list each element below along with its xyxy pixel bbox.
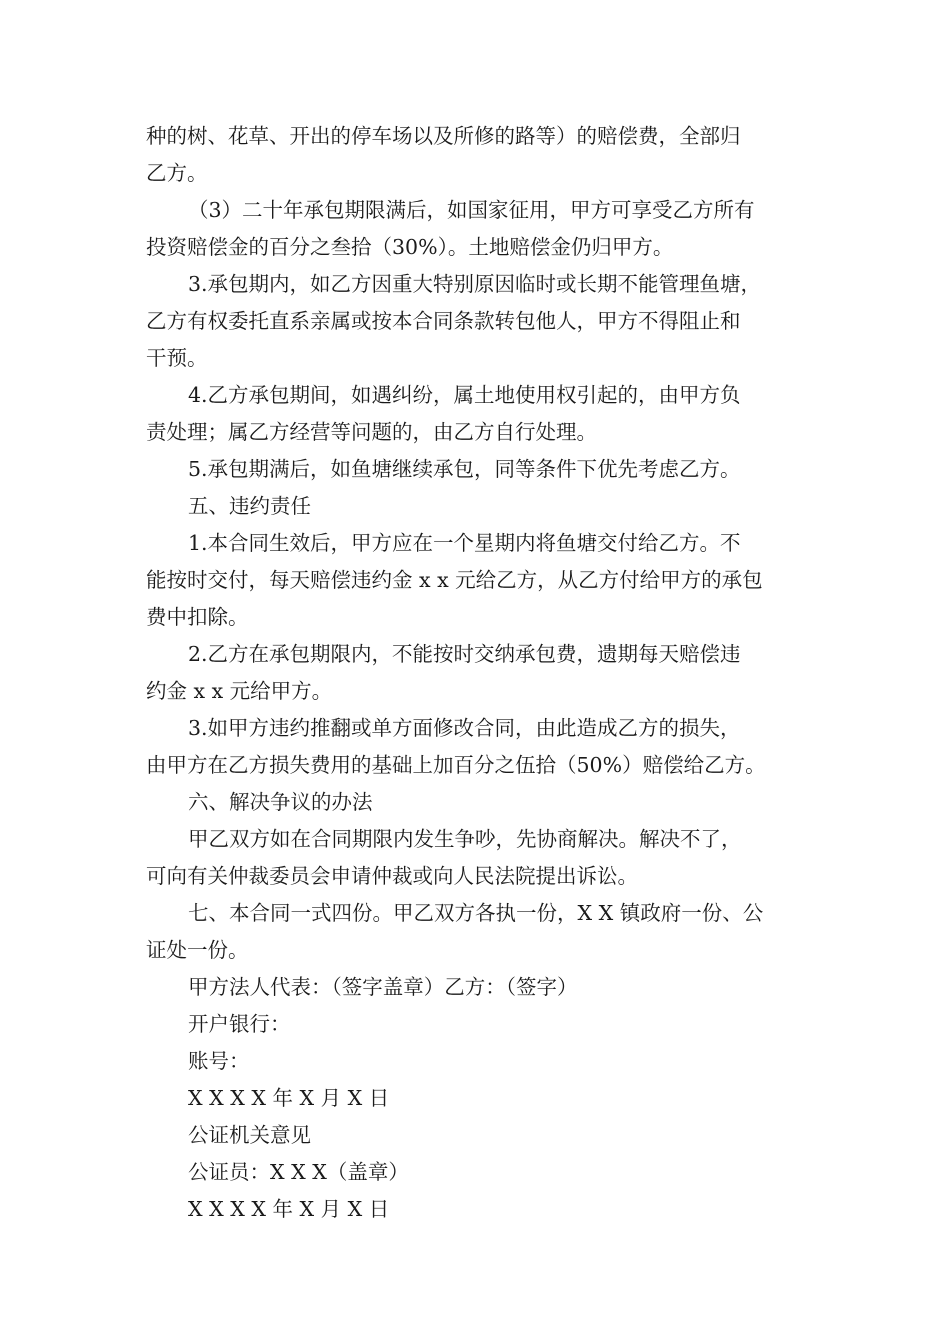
paragraph-breach-2 [146,636,814,710]
signature-line: 甲方法人代表：（签字盖章）乙方：（签字） [188,975,578,999]
paragraph-item-5-renewal [146,451,814,488]
text-line: 投资赔偿金的百分之叁拾（30%）。土地赔偿金仍归甲方。 [146,235,674,259]
text-line: 4.乙方承包期间，如遇纠纷，属土地使用权引起的，由甲方负 [188,383,741,407]
text-line: 责处理；属乙方经营等问题的，由乙方自行处理。 [146,420,597,444]
notary-line: 公证员：X X X（盖章） [188,1160,409,1184]
notary-opinion-line: 公证机关意见 [188,1123,311,1147]
section-heading: 六、解决争议的办法 [188,790,373,814]
text-line: 干预。 [146,346,208,370]
paragraph-breach-3 [146,710,814,784]
section-heading: 五、违约责任 [188,494,311,518]
signature-block [146,969,814,1228]
paragraph-compensation-fees [146,118,814,192]
date-line: X X X X 年 X 月 X 日 [188,1197,390,1221]
text-line: 2.乙方在承包期限内，不能按时交纳承包费，遗期每天赔偿违 [188,642,741,666]
text-line: 3.承包期内，如乙方因重大特别原因临时或长期不能管理鱼塘， [188,272,762,296]
text-line: 5.承包期满后，如鱼塘继续承包，同等条件下优先考虑乙方。 [188,457,741,481]
date-line: X X X X 年 X 月 X 日 [188,1086,390,1110]
bank-line: 开户银行： [188,1012,291,1036]
section-heading-breach [146,488,814,525]
text-line: 费中扣除。 [146,605,249,629]
text-line: 乙方。 [146,161,208,185]
text-line: 能按时交付，每天赔偿违约金 x x 元给乙方，从乙方付给甲方的承包 [146,568,763,592]
account-line: 账号： [188,1049,250,1073]
text-line: 乙方有权委托直系亲属或按本合同条款转包他人，甲方不得阻止和 [146,309,741,333]
section-heading-dispute-resolution [146,784,814,821]
section-copies [146,895,814,969]
paragraph-item-3-subcontract [146,266,814,377]
paragraph-item-4-disputes [146,377,814,451]
text-line: 由甲方在乙方损失费用的基础上加百分之伍拾（50%）赔偿给乙方。 [146,753,766,777]
text-line: 约金 x x 元给甲方。 [146,679,333,703]
document-body [146,118,814,1228]
paragraph-clause-3-expropriation [146,192,814,266]
text-line: 证处一份。 [146,938,249,962]
text-line: 甲乙双方如在合同期限内发生争吵，先协商解决。解决不了， [188,827,742,851]
text-line: （3）二十年承包期限满后，如国家征用，甲方可享受乙方所有 [188,198,755,222]
paragraph-breach-1 [146,525,814,636]
text-line: 3.如甲方违约推翻或单方面修改合同，由此造成乙方的损失， [188,716,741,740]
text-line: 种的树、花草、开出的停车场以及所修的路等）的赔偿费，全部归 [146,124,741,148]
text-line: 可向有关仲裁委员会申请仲裁或向人民法院提出诉讼。 [146,864,638,888]
text-line: 七、本合同一式四份。甲乙双方各执一份，X X 镇政府一份、公 [188,901,764,925]
text-line: 1.本合同生效后，甲方应在一个星期内将鱼塘交付给乙方。不 [188,531,741,555]
paragraph-dispute-resolution [146,821,814,895]
